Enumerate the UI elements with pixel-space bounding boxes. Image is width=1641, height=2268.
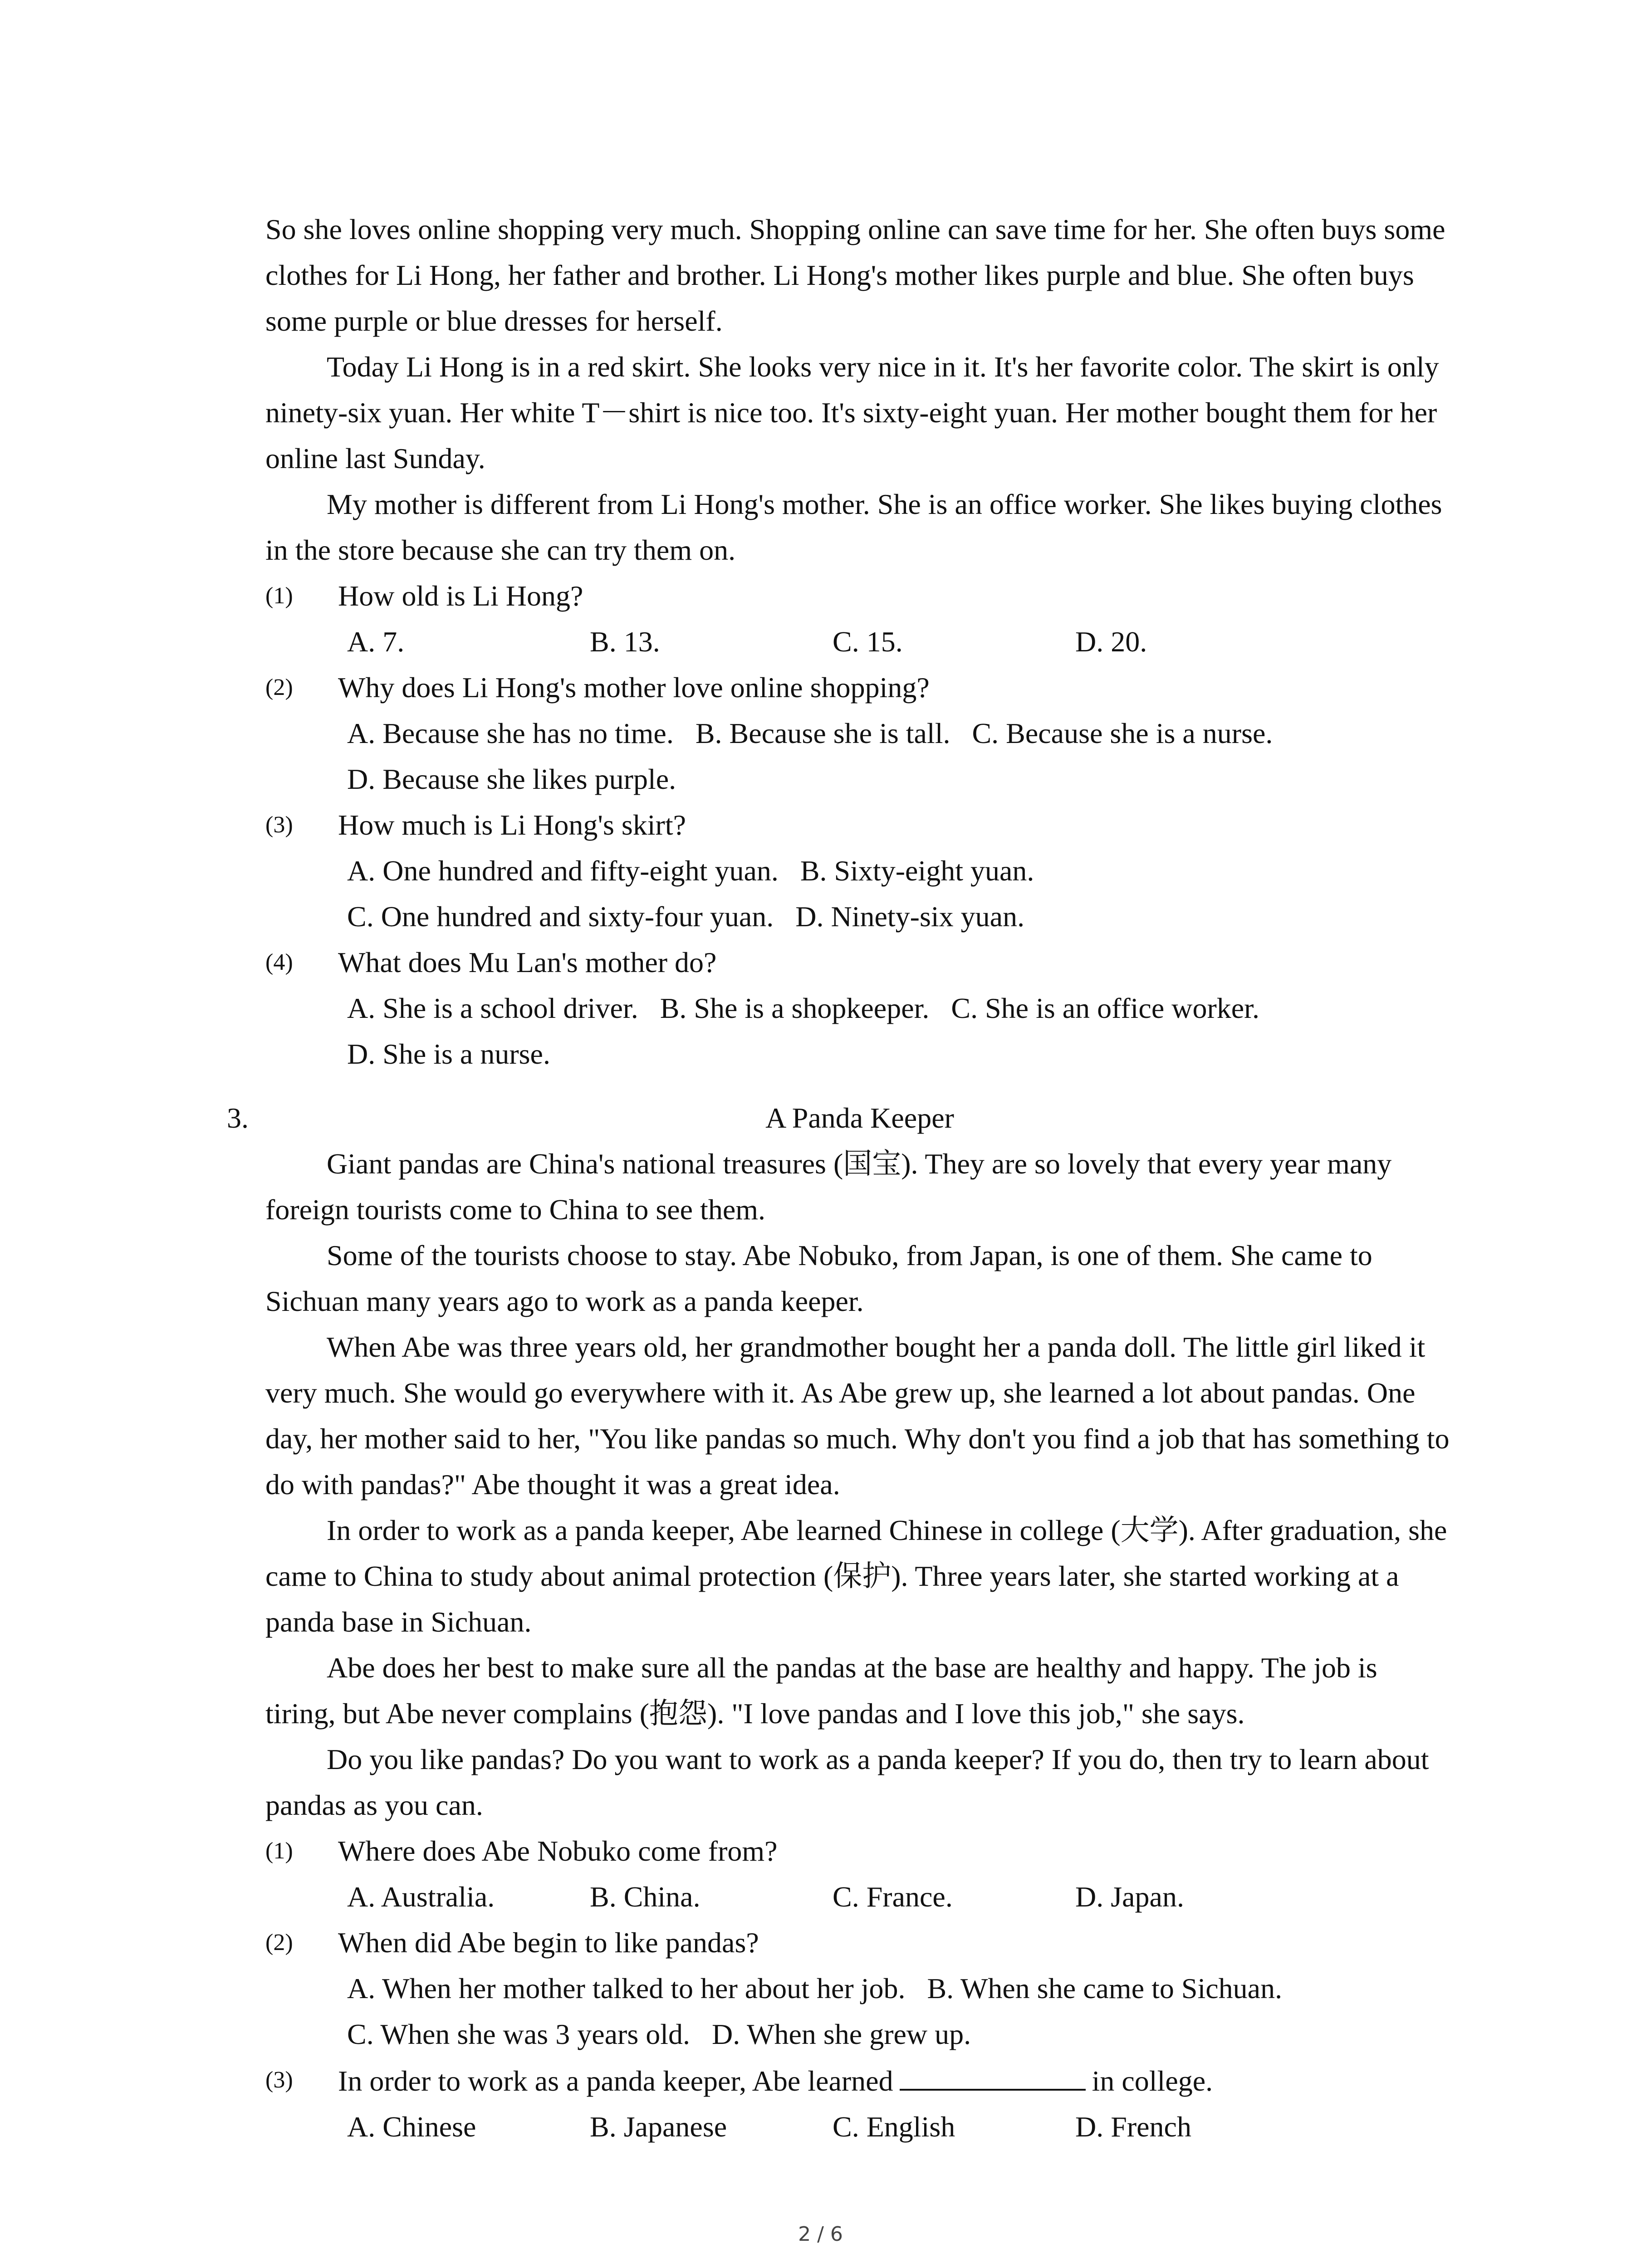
question-3 bbox=[265, 802, 1454, 848]
question-number: (4) bbox=[265, 949, 293, 975]
paragraph: Do you like pandas? Do you want to work as a panda keeper? If you do, then try to learn about pandas as you can. bbox=[265, 1743, 1429, 1821]
paragraph: My mother is different from Li Hong's mother. She is an office worker. She likes buying clothes in the store because she can try them on. bbox=[265, 488, 1442, 566]
option-d: D. French bbox=[1075, 2111, 1191, 2143]
paragraph: So she loves online shopping very much. Shopping online can save time for her. She often buys some clothes for Li Hong, her father and brother. Li Hong's mother likes purple and blue. She often buys some purple or blue dresses for herself. bbox=[265, 213, 1445, 337]
options-line: D. Because she likes purple. bbox=[347, 763, 676, 795]
question-text: What does Mu Lan's mother do? bbox=[338, 946, 717, 978]
options-line: A. One hundred and fifty-eight yuan. B. Sixty-eight yuan. bbox=[347, 855, 1034, 887]
question-text: How much is Li Hong's skirt? bbox=[338, 809, 686, 841]
paragraph: Giant pandas are China's national treasures (国宝). They are so lovely that every year many foreign tourists come to China to see them. bbox=[265, 1148, 1392, 1226]
paragraph: When Abe was three years old, her grandmother bought her a panda doll. The little girl liked it very much. She would go everywhere with it. As Abe grew up, she learned a lot about pandas. One day, her mother said to her, "You like pandas so much. Why don't you find a job that has something to do with pandas?" Abe thought it was a great idea. bbox=[265, 1331, 1450, 1501]
question-number: (1) bbox=[265, 1838, 293, 1864]
question-1 bbox=[265, 1828, 1454, 1874]
question-number: (2) bbox=[265, 675, 293, 700]
page-content bbox=[227, 206, 1454, 2150]
option-c: C. France. bbox=[833, 1881, 953, 1913]
answer-blank[interactable] bbox=[900, 2057, 1086, 2091]
option-b: B. China. bbox=[590, 1881, 700, 1913]
options-line: A. Because she has no time. B. Because she is tall. C. Because she is a nurse. bbox=[347, 717, 1273, 749]
question-text: When did Abe begin to like pandas? bbox=[338, 1926, 759, 1959]
question-text: Where does Abe Nobuko come from? bbox=[338, 1835, 778, 1867]
paragraph: In order to work as a panda keeper, Abe learned Chinese in college (大学). After graduation, she came to China to study about animal protection (保护). Three years later, she started working at a panda base in Sichuan. bbox=[265, 1514, 1447, 1638]
paragraph: Today Li Hong is in a red skirt. She looks very nice in it. It's her favorite color. The skirt is only ninety-six yuan. Her white T－shirt is nice too. It's sixty-eight yuan. Her mother bought them for her online last Sunday. bbox=[265, 351, 1439, 474]
question-number: (1) bbox=[265, 583, 293, 609]
question-text-after: in college. bbox=[1092, 2065, 1213, 2097]
option-b: B. Japanese bbox=[590, 2111, 727, 2143]
options-line: D. She is a nurse. bbox=[347, 1038, 550, 1070]
question-text: How old is Li Hong? bbox=[338, 580, 583, 612]
options-line: A. She is a school driver. B. She is a shopkeeper. C. She is an office worker. bbox=[347, 992, 1259, 1024]
question-number: (3) bbox=[265, 2067, 293, 2093]
question-3 bbox=[265, 2057, 1454, 2104]
options-line: C. When she was 3 years old. D. When she grew up. bbox=[347, 2018, 971, 2050]
section-header bbox=[227, 1095, 1454, 1141]
question-2 bbox=[265, 665, 1454, 710]
question-text: Why does Li Hong's mother love online shopping? bbox=[338, 671, 930, 704]
question-1 bbox=[265, 573, 1454, 619]
option-d: D. 20. bbox=[1075, 626, 1147, 658]
options-row bbox=[265, 1874, 1454, 1920]
option-a: A. Australia. bbox=[347, 1881, 495, 1913]
page-number: 2 / 6 bbox=[798, 2223, 843, 2246]
options-row bbox=[265, 619, 1454, 665]
paragraph: Some of the tourists choose to stay. Abe Nobuko, from Japan, is one of them. She came to Sichuan many years ago to work as a panda keeper. bbox=[265, 1239, 1372, 1317]
question-4 bbox=[265, 939, 1454, 985]
option-a: A. Chinese bbox=[347, 2111, 476, 2143]
section-title: A Panda Keeper bbox=[765, 1102, 954, 1134]
question-number: (3) bbox=[265, 812, 293, 838]
option-b: B. 13. bbox=[590, 626, 660, 658]
options-row bbox=[265, 2104, 1454, 2150]
options-line: C. One hundred and sixty-four yuan. D. Ninety-six yuan. bbox=[347, 900, 1025, 933]
question-2 bbox=[265, 1920, 1454, 1965]
paragraph: Abe does her best to make sure all the pandas at the base are healthy and happy. The job is tiring, but Abe never complains (抱怨). "I love pandas and I love this job," she says. bbox=[265, 1652, 1377, 1730]
option-a: A. 7. bbox=[347, 626, 405, 658]
question-text-before: In order to work as a panda keeper, Abe learned bbox=[338, 2065, 893, 2097]
section-number: 3. bbox=[227, 1102, 249, 1134]
options-line: A. When her mother talked to her about her job. B. When she came to Sichuan. bbox=[347, 1972, 1283, 2004]
question-number: (2) bbox=[265, 1930, 293, 1955]
option-c: C. English bbox=[833, 2111, 955, 2143]
option-c: C. 15. bbox=[833, 626, 903, 658]
option-d: D. Japan. bbox=[1075, 1881, 1184, 1913]
